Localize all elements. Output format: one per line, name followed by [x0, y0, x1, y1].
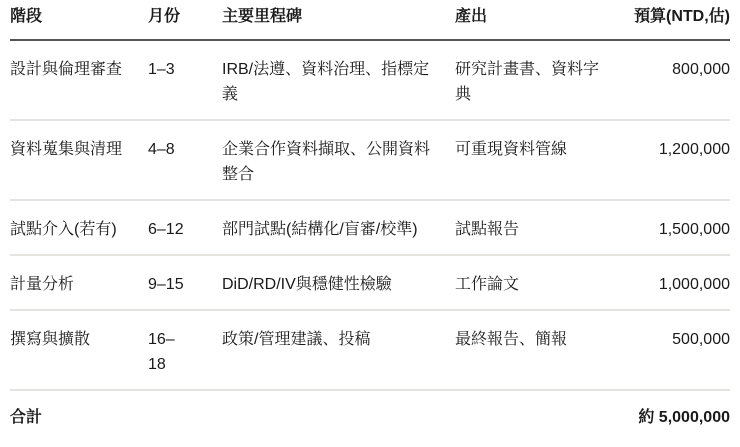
- cell-stage: 資料蒐集與清理: [10, 120, 148, 200]
- cell-deliverables: 工作論文: [455, 255, 620, 310]
- col-header-milestones: 主要里程碑: [222, 0, 455, 40]
- table-row: [10, 120, 730, 200]
- months-text: 1–3: [148, 61, 175, 78]
- cell-budget: 1,200,000: [620, 120, 730, 200]
- cell-deliverables: 研究計畫書、資料字典: [455, 40, 620, 120]
- cell-milestones: 企業合作資料擷取、公開資料整合: [222, 120, 455, 200]
- cell-milestones: 政策/管理建議、投稿: [222, 310, 455, 390]
- table-row: [10, 200, 730, 255]
- cell-months: [148, 200, 222, 255]
- cell-milestones: DiD/RD/IV與穩健性檢驗: [222, 255, 455, 310]
- cell-budget: 800,000: [620, 40, 730, 120]
- col-header-stage: 階段: [10, 0, 148, 40]
- months-text: 4–8: [148, 141, 175, 158]
- table-row: [10, 40, 730, 120]
- cell-milestones: IRB/法遵、資料治理、指標定義: [222, 40, 455, 120]
- total-spacer: [148, 390, 620, 432]
- table-row: [10, 310, 730, 390]
- cell-months: [148, 120, 222, 200]
- total-value: 約 5,000,000: [638, 409, 730, 426]
- cell-months: [148, 310, 222, 390]
- cell-months: [148, 40, 222, 120]
- cell-deliverables: 試點報告: [455, 200, 620, 255]
- cell-budget: 1,500,000: [620, 200, 730, 255]
- cell-stage: 撰寫與擴散: [10, 310, 148, 390]
- col-header-deliverables: 產出: [455, 0, 620, 40]
- cell-deliverables: 最終報告、簡報: [455, 310, 620, 390]
- table-row: [10, 255, 730, 310]
- cell-milestones: 部門試點(結構化/盲審/校準): [222, 200, 455, 255]
- col-header-months: 月份: [148, 0, 222, 40]
- months-text: 9–15: [148, 276, 184, 293]
- cell-budget: 500,000: [620, 310, 730, 390]
- cell-budget: 1,000,000: [620, 255, 730, 310]
- total-label: 合計: [10, 409, 43, 426]
- cell-stage: 設計與倫理審查: [10, 40, 148, 120]
- total-row: [10, 390, 730, 432]
- header-row: [10, 0, 730, 40]
- cell-stage: 試點介入(若有): [10, 200, 148, 255]
- project-phases-table: [10, 0, 730, 432]
- months-text: 6–12: [148, 221, 184, 238]
- col-header-budget: 預算(NTD,估): [620, 0, 730, 40]
- cell-stage: 計量分析: [10, 255, 148, 310]
- cell-deliverables: 可重現資料管線: [455, 120, 620, 200]
- months-text: 16–18: [148, 331, 175, 373]
- cell-months: [148, 255, 222, 310]
